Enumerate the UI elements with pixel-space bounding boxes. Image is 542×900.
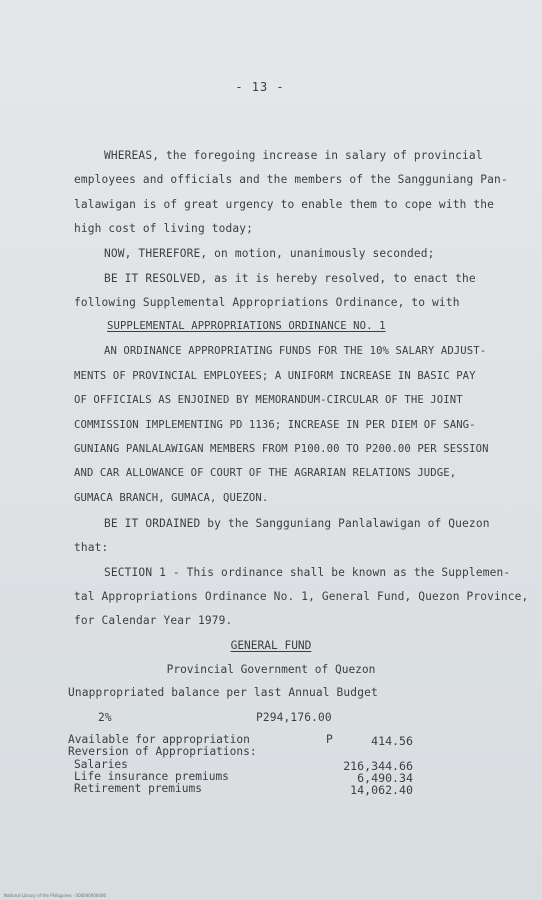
currency-symbol: P xyxy=(326,733,333,746)
ordinance-desc-line-5: GUNIANG PANLALAWIGAN MEMBERS FROM P100.00 TO P200.00 PER SESSION xyxy=(74,443,489,455)
ordinance-desc-line-4: COMMISSION IMPLEMENTING PD 1136; INCREASE IN PER DIEM OF SANG- xyxy=(74,419,476,431)
reversion-amount-salaries: 216,344.66 xyxy=(343,759,413,773)
fund-heading: GENERAL FUND xyxy=(230,639,312,652)
whereas-line-4: high cost of living today; xyxy=(74,222,254,235)
now-therefore-line: NOW, THEREFORE, on motion, unanimously seconded; xyxy=(104,247,435,260)
whereas-line-3: lalawigan is of great urgency to enable them to cope with the xyxy=(74,198,495,211)
ordinance-desc-line-3: OF OFFICIALS AS ENJOINED BY MEMORANDUM-CIRCULAR OF THE JOINT xyxy=(74,394,463,406)
resolved-line-2: following Supplemental Appropriations Ordinance, to with xyxy=(74,296,460,309)
whereas-line-2: employees and officials and the members of the Sangguniang Pan- xyxy=(74,173,508,186)
ordinance-title: SUPPLEMENTAL APPROPRIATIONS ORDINANCE NO. 1 xyxy=(107,320,386,332)
reversion-label-life-insurance: Life insurance premiums xyxy=(74,770,229,783)
page-number: - 13 - xyxy=(235,80,285,94)
reversion-amount-life-insurance: 6,490.34 xyxy=(357,771,413,785)
government-name: Provincial Government of Quezon xyxy=(166,663,376,676)
whereas-line-1: WHEREAS, the foregoing increase in salary of provincial xyxy=(104,149,483,162)
section-1-line-1: SECTION 1 - This ordinance shall be known as the Supplemen- xyxy=(104,566,511,579)
ordained-line-2: that: xyxy=(74,541,109,554)
percent-amount: P294,176.00 xyxy=(256,711,332,724)
available-label: Available for appropriation xyxy=(68,733,250,746)
percent-label: 2% xyxy=(98,711,112,724)
ordained-line-1: BE IT ORDAINED by the Sangguniang Panlalawigan of Quezon xyxy=(104,517,490,530)
reversion-amount-retirement: 14,062.40 xyxy=(350,783,413,797)
ordinance-desc-line-1: AN ORDINANCE APPROPRIATING FUNDS FOR THE 10% SALARY ADJUST- xyxy=(104,345,487,357)
resolved-line-1: BE IT RESOLVED, as it is hereby resolved, to enact the xyxy=(104,272,476,285)
ordinance-desc-line-6: AND CAR ALLOWANCE OF COURT OF THE AGRARIAN RELATIONS JUDGE, xyxy=(74,467,457,479)
ordinance-desc-line-7: GUMACA BRANCH, GUMACA, QUEZON. xyxy=(74,492,269,504)
reversion-label: Reversion of Appropriations: xyxy=(68,745,257,758)
section-1-line-3: for Calendar Year 1979. xyxy=(74,614,233,627)
reversion-label-retirement: Retirement premiums xyxy=(74,782,202,795)
reversion-label-salaries: Salaries xyxy=(74,758,128,771)
ordinance-desc-line-2: MENTS OF PROVINCIAL EMPLOYEES; A UNIFORM INCREASE IN BASIC PAY xyxy=(74,370,476,382)
section-1-line-2: tal Appropriations Ordinance No. 1, General Fund, Quezon Province, xyxy=(74,590,529,603)
archive-footer: National Library of the Philippines · 000000000000 xyxy=(4,893,107,898)
unappropriated-label: Unappropriated balance per last Annual Budget xyxy=(68,686,378,699)
available-amount: 414.56 xyxy=(371,734,413,748)
